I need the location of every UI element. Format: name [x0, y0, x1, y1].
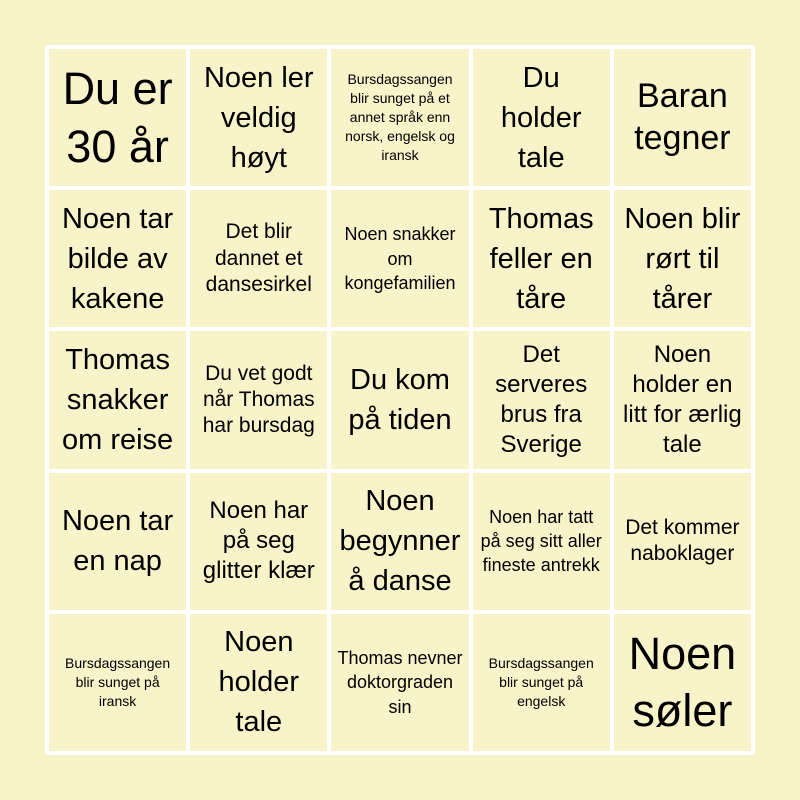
cell-text: Noen begynner å danse	[339, 485, 461, 598]
bingo-cell-r3c2[interactable]	[190, 331, 327, 468]
bingo-cell-r1c1[interactable]	[49, 49, 186, 186]
bingo-cell-r2c3[interactable]	[331, 190, 468, 327]
bingo-cell-r5c4[interactable]	[473, 614, 610, 751]
cell-text: Noen har tatt på seg sitt aller fineste antrekk	[480, 506, 602, 576]
bingo-cell-r5c1[interactable]	[49, 614, 186, 751]
bingo-cell-r4c1[interactable]	[49, 473, 186, 610]
cell-text: Bursdagssangen blir sunget på iransk	[65, 655, 171, 709]
bingo-cell-r2c1[interactable]	[49, 190, 186, 327]
bingo-cell-r1c2[interactable]	[190, 49, 327, 186]
bingo-cell-r3c4[interactable]	[473, 331, 610, 468]
cell-text: Noen blir rørt til tårer	[624, 202, 741, 315]
bingo-cell-r5c5[interactable]	[614, 614, 751, 751]
cell-text: Noen holder tale	[218, 626, 300, 739]
bingo-cell-r2c5[interactable]	[614, 190, 751, 327]
bingo-cell-r1c5[interactable]	[614, 49, 751, 186]
cell-text: Du holder tale	[500, 61, 582, 174]
cell-text: Thomas nevner doktorgraden sin	[337, 647, 463, 717]
cell-text: Du kom på tiden	[348, 363, 452, 436]
bingo-cell-r4c3[interactable]	[331, 473, 468, 610]
cell-text: Noen søler	[628, 627, 737, 737]
bingo-cell-r5c2[interactable]	[190, 614, 327, 751]
bingo-cell-r2c4[interactable]	[473, 190, 610, 327]
cell-text: Det blir dannet et dansesirkel	[205, 220, 312, 296]
bingo-cell-r4c5[interactable]	[614, 473, 751, 610]
cell-text: Du vet godt når Thomas har bursdag	[202, 361, 315, 438]
bingo-cell-r5c3[interactable]	[331, 614, 468, 751]
bingo-cell-r4c4[interactable]	[473, 473, 610, 610]
bingo-cell-r4c2[interactable]	[190, 473, 327, 610]
bingo-cell-r1c4[interactable]	[473, 49, 610, 186]
cell-text: Baran tegner	[634, 77, 731, 157]
bingo-cell-r1c3[interactable]	[331, 49, 468, 186]
cell-text: Bursdagssangen blir sunget på et annet språk enn norsk, engelsk og iransk	[345, 71, 455, 163]
cell-text: Thomas snakker om reise	[61, 343, 174, 456]
cell-text: Noen tar en nap	[61, 505, 174, 578]
cell-text: Du er 30 år	[62, 63, 173, 172]
cell-text: Bursdagssangen blir sunget på engelsk	[488, 655, 594, 709]
cell-text: Noen holder en litt for ærlig tale	[623, 340, 742, 458]
cell-text: Thomas feller en tåre	[488, 202, 594, 315]
cell-text: Noen ler veldig høyt	[203, 61, 314, 174]
bingo-cell-r3c3[interactable]	[331, 331, 468, 468]
cell-text: Noen tar bilde av kakene	[61, 202, 174, 315]
bingo-cell-r3c1[interactable]	[49, 331, 186, 468]
cell-text: Noen har på seg glitter klær	[202, 497, 315, 585]
cell-text: Noen snakker om kongefamilien	[344, 224, 456, 293]
bingo-cell-r3c5[interactable]	[614, 331, 751, 468]
cell-text: Det serveres brus fra Sverige	[495, 340, 588, 458]
bingo-cell-r2c2[interactable]	[190, 190, 327, 327]
bingo-board	[45, 45, 755, 755]
cell-text: Det kommer naboklager	[625, 515, 740, 566]
